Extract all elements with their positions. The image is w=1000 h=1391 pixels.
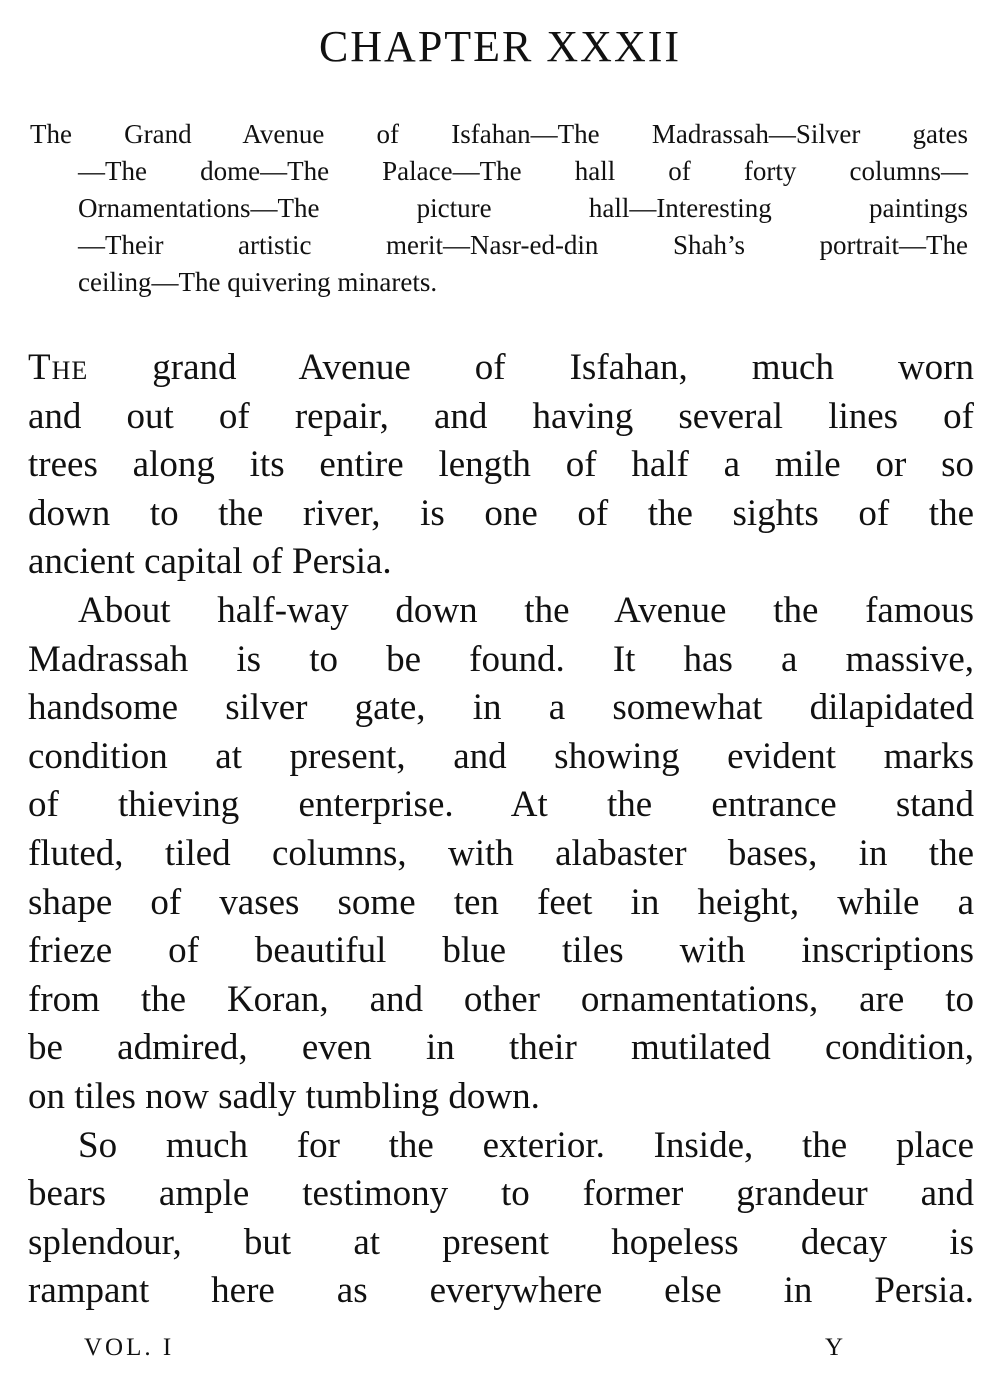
synopsis-line: —Their artistic merit—Nasr-ed-din Shah’s portrait—The xyxy=(78,230,968,260)
paragraph-line: be admired, even in their mutilated condition, xyxy=(28,1027,974,1069)
paragraph-line: So much for the exterior. Inside, the place xyxy=(78,1124,974,1166)
paragraph-line: condition at present, and showing evident marks xyxy=(28,735,974,777)
paragraph-line xyxy=(28,344,974,393)
paragraph-line: handsome silver gate, in a somewhat dilapidated xyxy=(28,687,974,729)
synopsis-line: Ornamentations—The picture hall—Interesting paintings xyxy=(78,193,968,223)
signature-mark: Y xyxy=(825,1334,844,1361)
lead-word: The xyxy=(28,347,89,388)
paragraph-line: rampant here as everywhere else in Persia. xyxy=(28,1270,974,1312)
paragraph-line: fluted, tiled columns, with alabaster bases, in the xyxy=(28,832,974,874)
paragraph-line: on tiles now sadly tumbling down. xyxy=(28,1075,540,1117)
paragraph-line: frieze of beautiful blue tiles with inscriptions xyxy=(28,930,974,972)
paragraph-line-text: grand Avenue of Isfahan, much worn xyxy=(88,347,974,388)
chapter-synopsis xyxy=(30,116,968,301)
synopsis-line: The Grand Avenue of Isfahan—The Madrassah—Silver gates xyxy=(30,119,968,149)
paragraph-line: About half-way down the Avenue the famous xyxy=(78,589,974,631)
body-text xyxy=(28,344,974,1316)
paragraph-line: and out of repair, and having several lines of xyxy=(28,395,974,437)
paragraph-line: bears ample testimony to former grandeur and xyxy=(28,1173,974,1215)
synopsis-line: ceiling—The quivering minarets. xyxy=(78,267,438,297)
paragraph-line: of thieving enterprise. At the entrance stand xyxy=(28,784,974,826)
paragraph-line: from the Koran, and other ornamentations, are to xyxy=(28,978,974,1020)
paragraph-line: ancient capital of Persia. xyxy=(28,541,392,583)
synopsis-line: —The dome—The Palace—The hall of forty columns— xyxy=(78,156,968,186)
paragraph-line: trees along its entire length of half a mile or so xyxy=(28,444,974,486)
paragraph-line: shape of vases some ten feet in height, while a xyxy=(28,881,974,923)
printer-signature: VOL. I xyxy=(84,1334,175,1361)
paragraph-line: splendour, but at present hopeless decay is xyxy=(28,1221,974,1263)
chapter-title: CHAPTER XXXII xyxy=(318,22,682,71)
paragraph-line: Madrassah is to be found. It has a massive, xyxy=(28,638,974,680)
paragraph-line: down to the river, is one of the sights of the xyxy=(28,492,974,534)
